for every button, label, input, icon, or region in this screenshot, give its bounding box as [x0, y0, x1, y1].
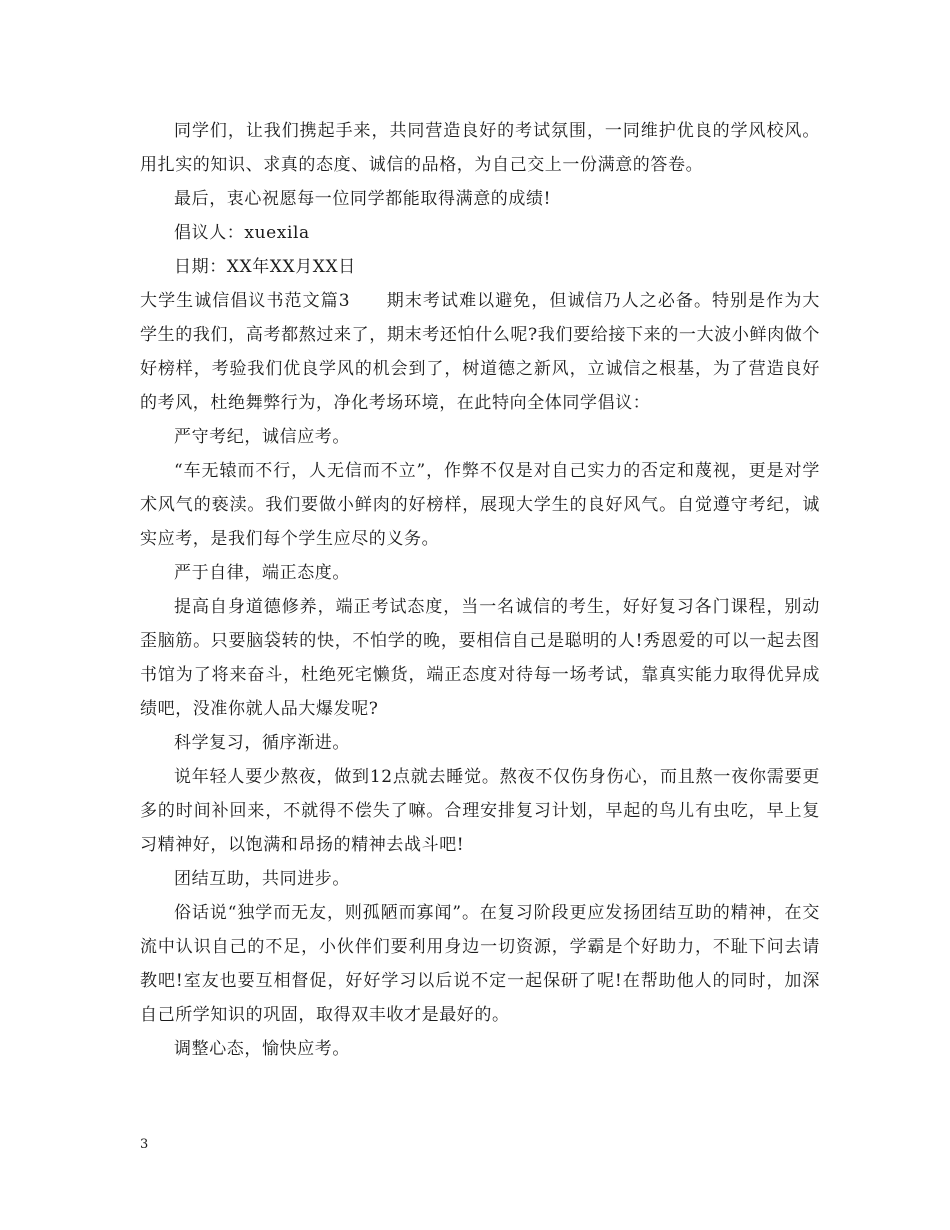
- heading-scientific-review: 科学复习，循序渐进。: [174, 733, 350, 753]
- paragraph-self-discipline: 提高自身道德修养，端正考试态度，当一名诚信的考生，好好复习各门课程，别动歪脑筋。只要脑袋转的快，不怕学的晚，要相信自己是聪明的人!秀恩爱的可以一起去图书馆为了将来奋斗，杜绝死宅懒货，端正态度对待每一场考试，靠真实能力取得优异成绩吧，没准你就人品大爆发呢?: [140, 597, 820, 719]
- document-body: [140, 114, 820, 1066]
- heading-mutual-help: 团结互助，共同进步。: [174, 869, 350, 889]
- paragraph-mutual-help: 俗话说“独学而无友，则孤陋而寡闻”。在复习阶段更应发扬团结互助的精神，在交流中认识自己的不足，小伙伴们要利用身边一切资源，学霸是个好助力，不耻下问去请教吧!室友也要互相督促，好好学习以后说不定一起保研了呢!在帮助他人的同时，加深自己所学知识的巩固，取得双丰收才是最好的。: [140, 903, 820, 1025]
- page-number: 3: [140, 1137, 149, 1152]
- paragraph-scientific-review: 说年轻人要少熬夜，做到12点就去睡觉。熬夜不仅伤身伤心，而且熬一夜你需要更多的时间补回来，不就得不偿失了嘛。合理安排复习计划，早起的鸟儿有虫吃，早上复习精神好，以饱满和昂扬的精神去战斗吧!: [140, 767, 820, 855]
- paragraph-sample-3-intro: 大学生诚信倡议书范文篇3 期末考试难以避免，但诚信乃人之必备。特别是作为大学生的我们，高考都熬过来了，期末考还怕什么呢?我们要给接下来的一大波小鲜肉做个好榜样，考验我们优良学风的机会到了，树道德之新风，立诚信之根基，为了营造良好的考风，杜绝舞弊行为，净化考场环境，在此特向全体同学倡议：: [140, 291, 820, 413]
- paragraph-closing-call: 同学们，让我们携起手来，共同营造良好的考试氛围，一同维护优良的学风校风。用扎实的知识、求真的态度、诚信的品格，为自己交上一份满意的答卷。: [140, 121, 820, 175]
- heading-self-discipline: 严于自律，端正态度。: [174, 563, 350, 583]
- paragraph-strict-discipline: “车无辕而不行，人无信而不立”，作弊不仅是对自己实力的否定和蔑视，更是对学术风气的亵渎。我们要做小鲜肉的好榜样，展现大学生的良好风气。自觉遵守考纪，诚实应考，是我们每个学生应尽的义务。: [140, 461, 820, 549]
- paragraph-best-wishes: 最后，衷心祝愿每一位同学都能取得满意的成绩!: [174, 189, 552, 209]
- paragraph-initiator: 倡议人：xuexila: [174, 223, 310, 243]
- paragraph-date: 日期：XX年XX月XX日: [174, 257, 356, 277]
- heading-strict-discipline: 严守考纪，诚信应考。: [174, 427, 350, 447]
- heading-adjust-mindset: 调整心态，愉快应考。: [174, 1039, 350, 1059]
